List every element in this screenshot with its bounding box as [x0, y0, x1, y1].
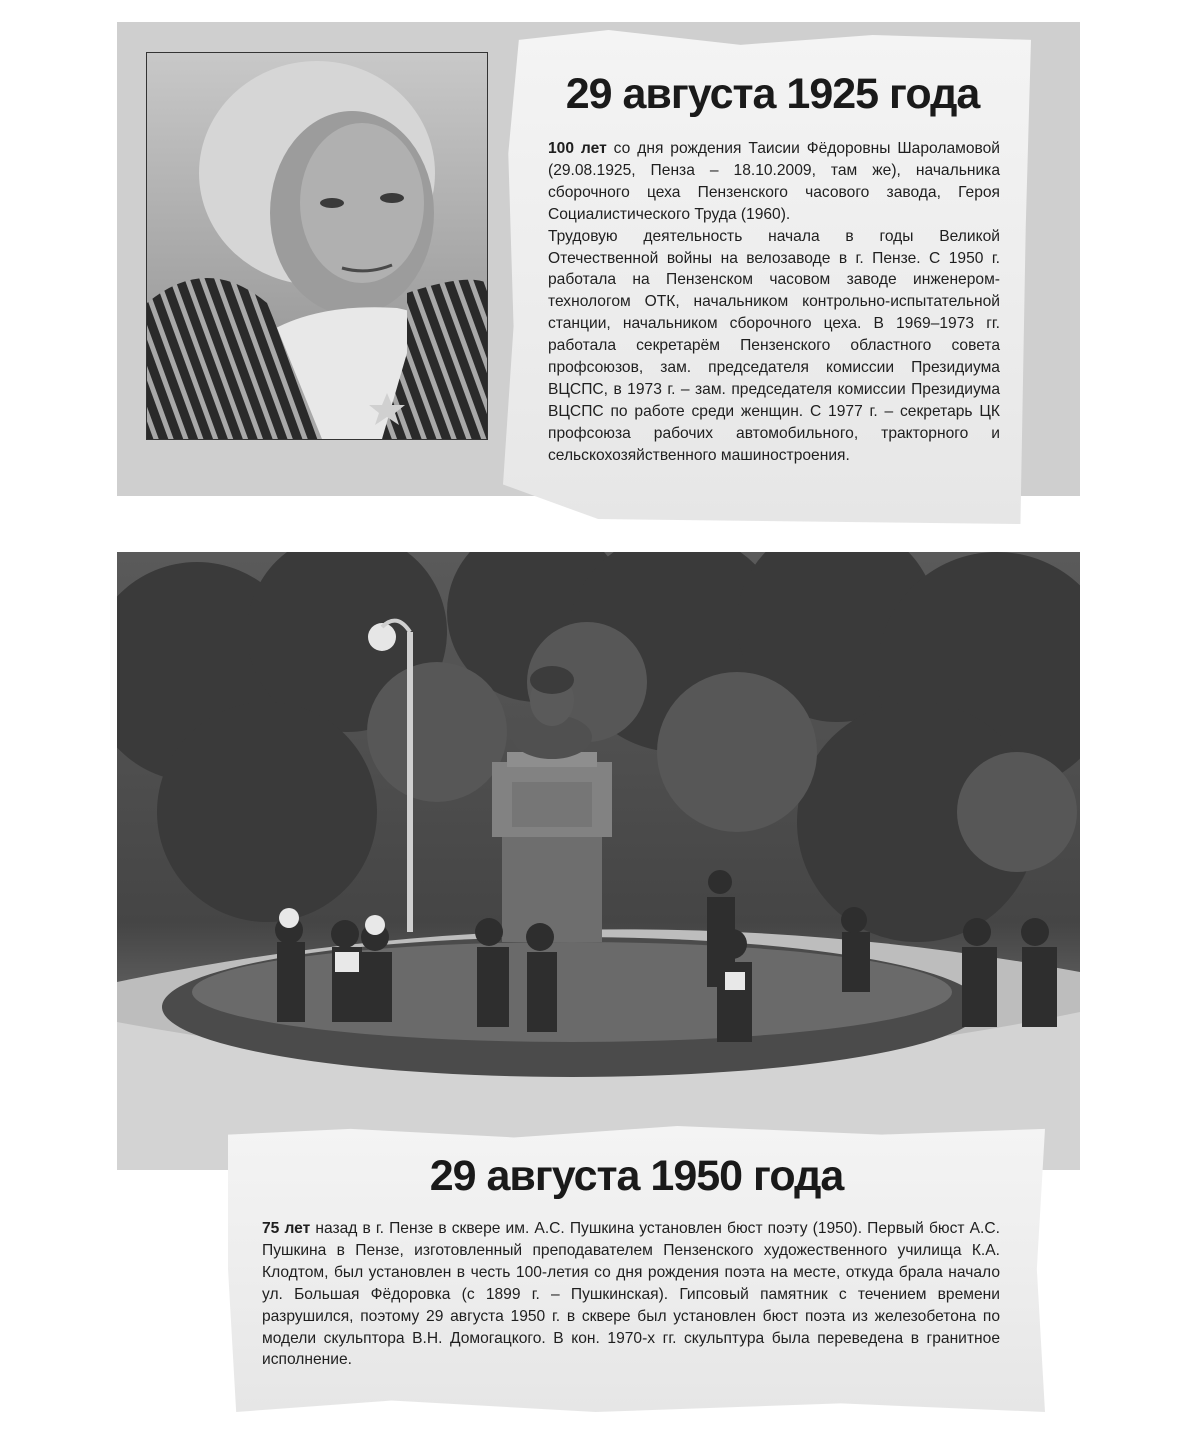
top-lead-bold: 100 лет — [548, 140, 607, 157]
top-body-text — [548, 138, 1000, 467]
bottom-lead-paragraph — [262, 1218, 1000, 1371]
top-lead-rest: со дня рождения Таисии Фёдоровны Шароламовой (29.08.1925, Пенза – 18.10.2009, там же), начальника сборочного цеха Пензенского часового завода, Героя Социалистического Труда (1960). — [548, 140, 1001, 223]
bottom-body-text — [262, 1218, 1000, 1371]
top-lead-paragraph — [548, 138, 1000, 226]
bottom-lead-rest: назад в г. Пензе в сквере им. А.С. Пушкина установлен бюст поэту (1950). Первый бюст А.С. Пушкина в Пензе, изготовленный преподавателем Пензенского художественного училища К.А. Клодтом, был установлен в честь 100-летия со дня рождения поэта на месте, откуда брала начало ул. Большая Фёдоровка (с 1899 г. – Пушкинская). Гипсовый памятник с течением времени разрушился, поэтому 29 августа 1950 г. в сквере был установлен бюст поэта из железобетона по модели скульптора В.Н. Домогацкого. В кон. 1970-х гг. скульптура была переведена в гранитное исполнение. — [262, 1220, 1000, 1369]
top-date-heading: 29 августа 1925 года — [565, 70, 980, 118]
park-photo — [117, 552, 1080, 1170]
top-main-paragraph: Трудовую деятельность начала в годы Великой Отечественной войны на велозаводе в г. Пензе. С 1950 г. работала на Пензенском часовом заводе инженером-технологом ОТК, начальником контрольно-испытательной станции, начальником сборочного цеха. В 1969–1973 гг. работала секретарём Пензенского областного совета профсоюзов, зам. председателя комиссии Президиума ВЦСПС, в 1973 г. – зам. председателя комиссии Президиума ВЦСПС по работе среди женщин. С 1977 г. – секретарь ЦК профсоюза рабочих автомобильного, тракторного и сельскохозяйственного машиностроения. — [548, 227, 1000, 464]
portrait-photo — [146, 52, 488, 440]
bottom-lead-bold: 75 лет — [262, 1220, 311, 1237]
bottom-date-heading: 29 августа 1950 года — [429, 1152, 844, 1200]
